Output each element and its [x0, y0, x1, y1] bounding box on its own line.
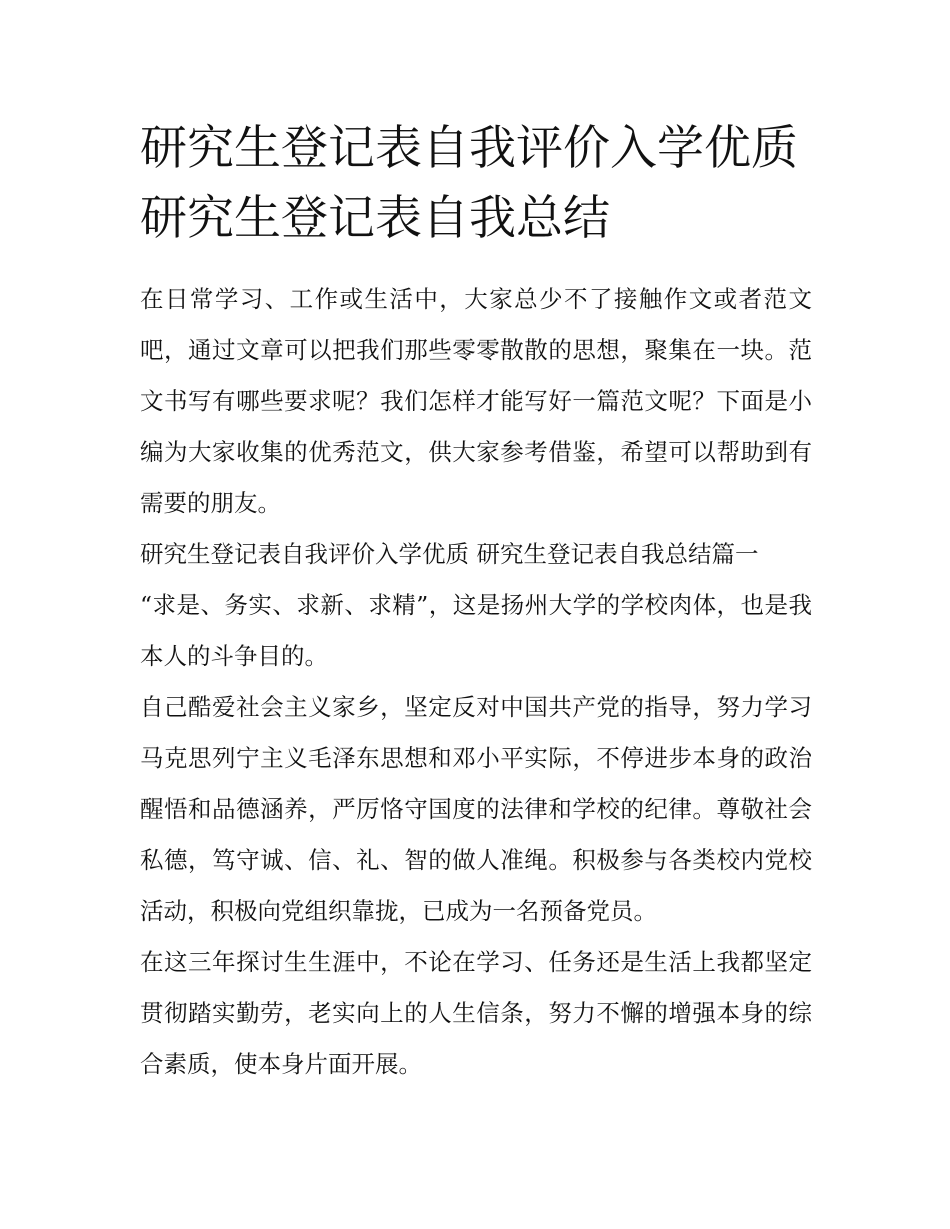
motto-paragraph: “求是、务实、求新、求精”，这是扬州大学的学校肉体，也是我本人的斗争目的。	[140, 591, 812, 670]
document-body	[140, 274, 812, 1090]
political-paragraph: 自己酷爱社会主义家乡，坚定反对中国共产党的指导，努力学习马克思列宁主义毛泽东思想和邓小平实际，不停进步本身的政治醒悟和品德涵养，严厉恪守国度的法律和学校的纪律。尊敬社会私德，笃守诚、信、礼、智的做人准绳。积极参与各类校内党校活动，积极向党组织靠拢，已成为一名预备党员。	[140, 693, 812, 925]
document-title: 研究生登记表自我评价入学优质 研究生登记表自我总结	[140, 121, 798, 246]
study-life-paragraph: 在这三年探讨生生涯中，不论在学习、任务还是生活上我都坚定贯彻踏实勤劳，老实向上的人生信条，努力不懈的增强本身的综合素质，使本身片面开展。	[140, 948, 812, 1078]
intro-paragraph: 在日常学习、工作或生活中，大家总少不了接触作文或者范文吧，通过文章可以把我们那些零零散散的思想，聚集在一块。范文书写有哪些要求呢？我们怎样才能写好一篇范文呢？下面是小编为大家收集的优秀范文，供大家参考借鉴，希望可以帮助到有需要的朋友。	[140, 285, 812, 517]
section-heading-paragraph: 研究生登记表自我评价入学优质 研究生登记表自我总结篇一	[140, 540, 759, 568]
